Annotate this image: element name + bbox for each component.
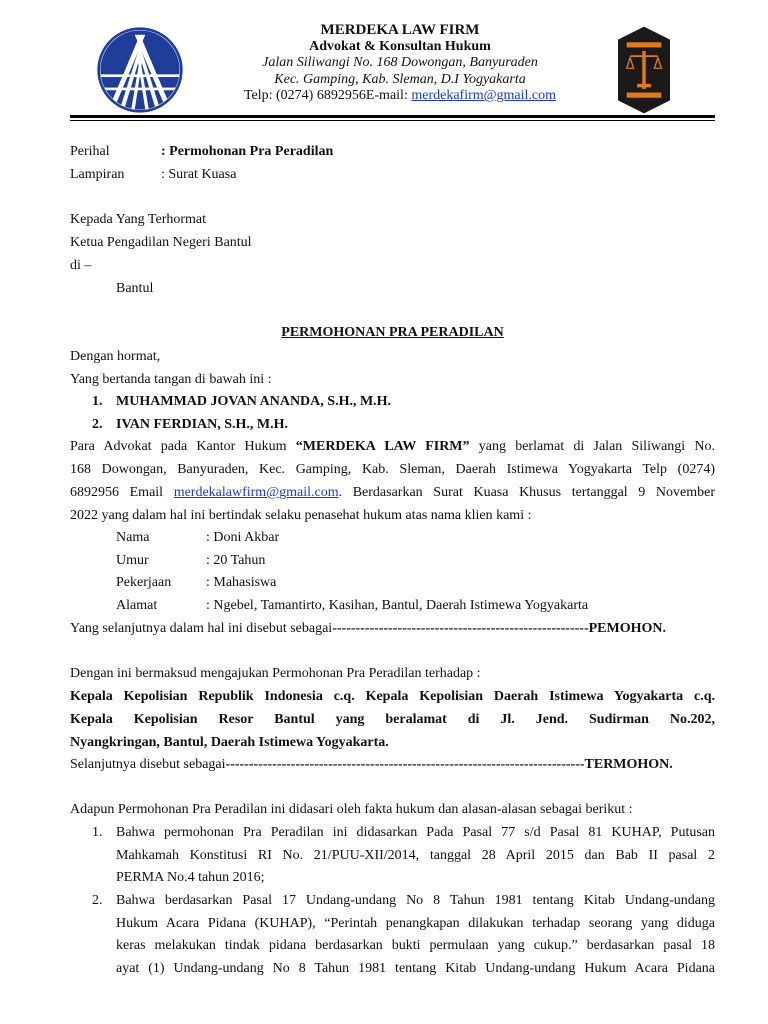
client-label: Pekerjaan [116,575,172,590]
para1-text: yang berlamat di Jalan Siliwangi No. [469,439,716,454]
lampiran-label: Lampiran [70,167,125,182]
para1-text: Para Advokat pada Kantor Hukum [70,439,296,454]
recipient-line3: di – [70,258,92,273]
point-line: Mahkamah Konstitusi RI No. 21/PUU-XII/2014, tanggal 28 April 2015 dan Bab II pasal 2 [116,848,715,863]
firm-email-link[interactable]: merdekafirm@gmail.com [411,88,557,103]
firm-contact [200,88,600,105]
body-email-link[interactable]: merdekalawfirm@gmail.com [173,485,339,500]
termohon-text: Selanjutnya disebut sebagai [70,757,226,772]
termohon-line2: Kepala Kepolisian Resor Bantul yang beralamat di Jl. Jend. Sudirman No.202, [70,712,715,727]
greeting: Dengan hormat, [70,349,161,364]
client-value: : Doni Akbar [206,530,280,545]
point-line: Bahwa permohonan Pra Peradilan ini didasarkan Pada Pasal 77 s/d Pasal 81 KUHAP, Putusan [116,825,715,840]
recipient-line2: Ketua Pengadilan Negeri Bantul [70,235,252,250]
para1-line4: 2022 yang dalam hal ini bertindak selaku penasehat hukum atas nama klien kami : [70,508,532,523]
client-value: : 20 Tahun [206,553,266,568]
client-value: : Ngebel, Tamantirto, Kasihan, Bantul, Daerah Istimewa Yogyakarta [206,598,589,613]
letterhead-rule-thin [70,120,715,121]
para1-line1 [70,439,715,455]
point-line: Bahwa berdasarkan Pasal 17 Undang-undang No 8 Tahun 1981 tentang Kitab Undang-undang [116,893,715,908]
pemohon-text: Yang selanjutnya dalam hal ini disebut sebagai [70,621,333,636]
firm-address-line2: Kec. Gamping, Kab. Sleman, D.I Yogyakarta [274,71,526,87]
client-value: : Mahasiswa [206,575,277,590]
lampiran-value: : Surat Kuasa [161,167,237,182]
letterhead [200,22,600,105]
para1-line2: 168 Dowongan, Banyuraden, Kec. Gamping, Kab. Sleman, Daerah Istimewa Yogyakarta Telp (0274) [70,462,715,477]
firm-name-inline: “MERDEKA LAW FIRM” [295,439,470,454]
point-line: keras melakukan tindak pidana berdasarkan bukti permulaan yang cukup.” berdasarkan pasal 18 [116,938,715,953]
point-line: PERMA No.4 tahun 2016; [116,870,265,885]
firm-logo-right [618,26,670,114]
signer-name: MUHAMMAD JOVAN ANANDA, S.H., M.H. [116,394,392,409]
termohon-line1: Kepala Kepolisian Republik Indonesia c.q. Kepala Kepolisian Daerah Istimewa Yogyakarta c.q. [70,689,715,704]
perihal-value: : Permohonan Pra Peradilan [161,144,334,159]
letterhead-rule-thick [70,115,715,118]
signer-num: 2. [92,417,103,432]
intro: Yang bertanda tangan di bawah ini : [70,372,272,387]
firm-logo-left [96,26,184,114]
para1-text: 6892956 Email [70,485,174,500]
pemohon-line [70,621,666,637]
para1-text: . Berdasarkan Surat Kuasa Khusus tertanggal 9 November [338,485,716,500]
client-label: Alamat [116,598,158,613]
basis-line: Adapun Permohonan Pra Peradilan ini didasari oleh fakta hukum dan alasan-alasan sebagai berikut : [70,802,633,817]
signer-num: 1. [92,394,103,409]
point-line: ayat (1) Undang-undang No 8 Tahun 1981 tentang Kitab Undang-undang Hukum Acara Pidana [116,961,715,976]
point-number: 2. [92,893,103,908]
point-number: 1. [92,825,103,840]
perihal-label: Perihal [70,144,110,159]
para1-line3 [70,485,715,501]
recipient-line4: Bantul [116,281,154,296]
signer-name: IVAN FERDIAN, S.H., M.H. [116,417,289,432]
point-line: Hukum Acara Pidana (KUHAP), “Perintah penangkapan dilakukan terhadap seorang yang diduga [116,916,715,931]
document-title: PERMOHONAN PRA PERADILAN [281,325,504,340]
firm-name: MERDEKA LAW FIRM [320,22,480,38]
firm-phone: Telp: (0274) 6892956E-mail: [243,88,412,103]
firm-address-line1: Jalan Siliwangi No. 168 Dowongan, Banyuraden [262,55,538,70]
recipient-line1: Kepada Yang Terhormat [70,212,207,227]
client-label: Umur [116,553,149,568]
pemohon-label: -------------------------------------------------------PEMOHON. [332,621,667,636]
firm-subtitle: Advokat & Konsultan Hukum [309,38,491,54]
intent-line: Dengan ini bermaksud mengajukan Permohonan Pra Peradilan terhadap : [70,666,481,681]
termohon-label: -----------------------------------------------------------------------------TERMOHON. [225,757,673,772]
termohon-line3: Nyangkringan, Bantul, Daerah Istimewa Yogyakarta. [70,735,389,750]
termohon-ref [70,757,673,773]
client-label: Nama [116,530,150,545]
